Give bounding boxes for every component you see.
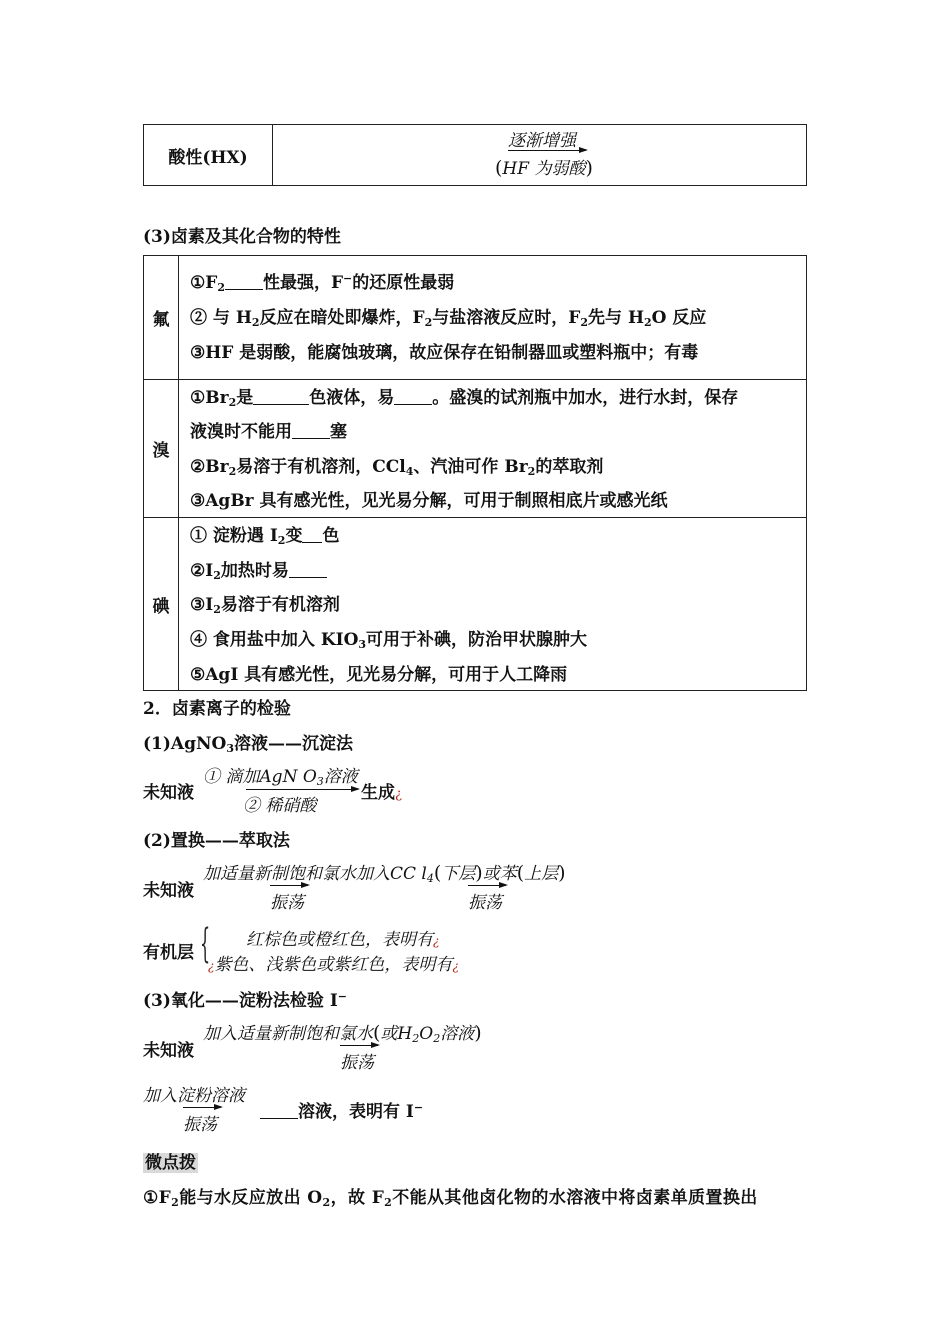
- bromine-line-3: $②Br_2$易溶于有机溶剂，CCl$_4$、汽油可作 $Br_2$的萃取剂: [190, 457, 604, 478]
- bromine-line-4: ③AgBr 具有感光性，见光易分解，可用于制照相底片或感光纸: [190, 491, 668, 511]
- method3-arrow-1-bottom: 振荡: [340, 1053, 374, 1073]
- iodine-line-3: $③I_2$易溶于有机溶剂: [190, 595, 340, 616]
- organic-layer-label: 有机层: [143, 943, 194, 963]
- method2-lhs: 未知液: [143, 881, 194, 901]
- iodine-line-4: ④ 食用盐中加入 $KIO_3$可用于补碘，防治甲状腺肿大: [190, 630, 588, 651]
- method2-title: (2)置换——萃取法: [143, 831, 290, 851]
- method3-arrow-2: [183, 1107, 221, 1108]
- method2-arrow-2: [468, 885, 506, 886]
- method2-arrow-1: [270, 885, 308, 886]
- method3-title: (3)氧化——淀粉法检验 I−: [143, 990, 348, 1011]
- iodine-line-1: ① 淀粉遇 $I_2$变 色: [190, 526, 340, 547]
- method1-title: (1)AgNO$_3$溶液——沉淀法: [143, 734, 353, 755]
- bromine-line-2: 液溴时不能用 塞: [190, 422, 347, 442]
- method2-arrow-top: 加适量新制饱和氯水加入CC $l_4$(下层)或苯(上层): [203, 862, 566, 885]
- method3-arrow-1: [340, 1045, 378, 1046]
- acid-table: [143, 124, 807, 186]
- method2-arrow-1-bottom: 振荡: [270, 893, 304, 913]
- organic-layer-line-2: ¿紫色、浅紫色或紫红色，表明有¿: [208, 955, 459, 975]
- method3-arrow-2-bottom: 振荡: [183, 1115, 217, 1135]
- method1-arrow-bottom: ② 稀硝酸: [243, 796, 317, 816]
- bromine-line-1: $①Br_2$是 色液体，易 。盛溴的试剂瓶中加水，进行水封，保存: [190, 388, 739, 409]
- section3-title: (3)卤素及其化合物的特性: [143, 227, 341, 247]
- iodine-line-5: ⑤AgI 具有感光性，见光易分解，可用于人工降雨: [190, 665, 568, 685]
- acid-trend-cell: [273, 125, 807, 186]
- tip-line-1: $①F_2$能与水反应放出 $O_2$，故 $F_2$不能从其他卤化物的水溶液中将卤素单质置换出: [143, 1188, 758, 1209]
- method3-arrow-2-top: 加入淀粉溶液: [143, 1086, 245, 1106]
- method1-arrow: [246, 789, 358, 790]
- method3-lhs: 未知液: [143, 1041, 194, 1061]
- bromine-label: 溴: [144, 380, 179, 518]
- acid-arrow-top: 逐渐增强: [508, 131, 576, 151]
- method3-result: 溶液，表明有 I−: [260, 1097, 423, 1122]
- acid-arrow: [508, 150, 586, 151]
- acid-arrow-bottom: (HF 为弱酸): [495, 157, 593, 179]
- organic-layer-brace: {: [200, 921, 211, 967]
- method2-arrow-2-bottom: 振荡: [468, 893, 502, 913]
- iodine-label: 碘: [144, 518, 179, 691]
- iodine-line-2: $②I_2$加热时易: [190, 556, 327, 581]
- fluorine-line-2: ② 与 $H_2$反应在暗处即爆炸，$F_2$与盐溶液反应时，$F_2$先与 $H_2O$ 反应: [190, 308, 707, 329]
- method1-rhs: 生成¿: [361, 783, 402, 803]
- acid-label: 酸性(HX): [144, 125, 273, 186]
- organic-layer-line-1: 红棕色或橙红色，表明有¿: [246, 930, 440, 950]
- fluorine-line-3: ③HF 是弱酸，能腐蚀玻璃，故应保存在铅制器皿或塑料瓶中；有毒: [190, 343, 699, 363]
- fluorine-label: 氟: [144, 256, 179, 380]
- tip-badge: 微点拨: [145, 1153, 196, 1173]
- method3-arrow-1-top: 加入适量新制饱和氯水(或$H_2O_2$溶液): [203, 1022, 482, 1045]
- section2-title: 2．卤素离子的检验: [143, 699, 291, 719]
- fluorine-line-1: $①F_2$ 性最强，F−的还原性最弱: [190, 272, 455, 294]
- method1-arrow-top: ① 滴加AgN $O_3$溶液: [203, 767, 358, 788]
- method1-lhs: 未知液: [143, 783, 194, 803]
